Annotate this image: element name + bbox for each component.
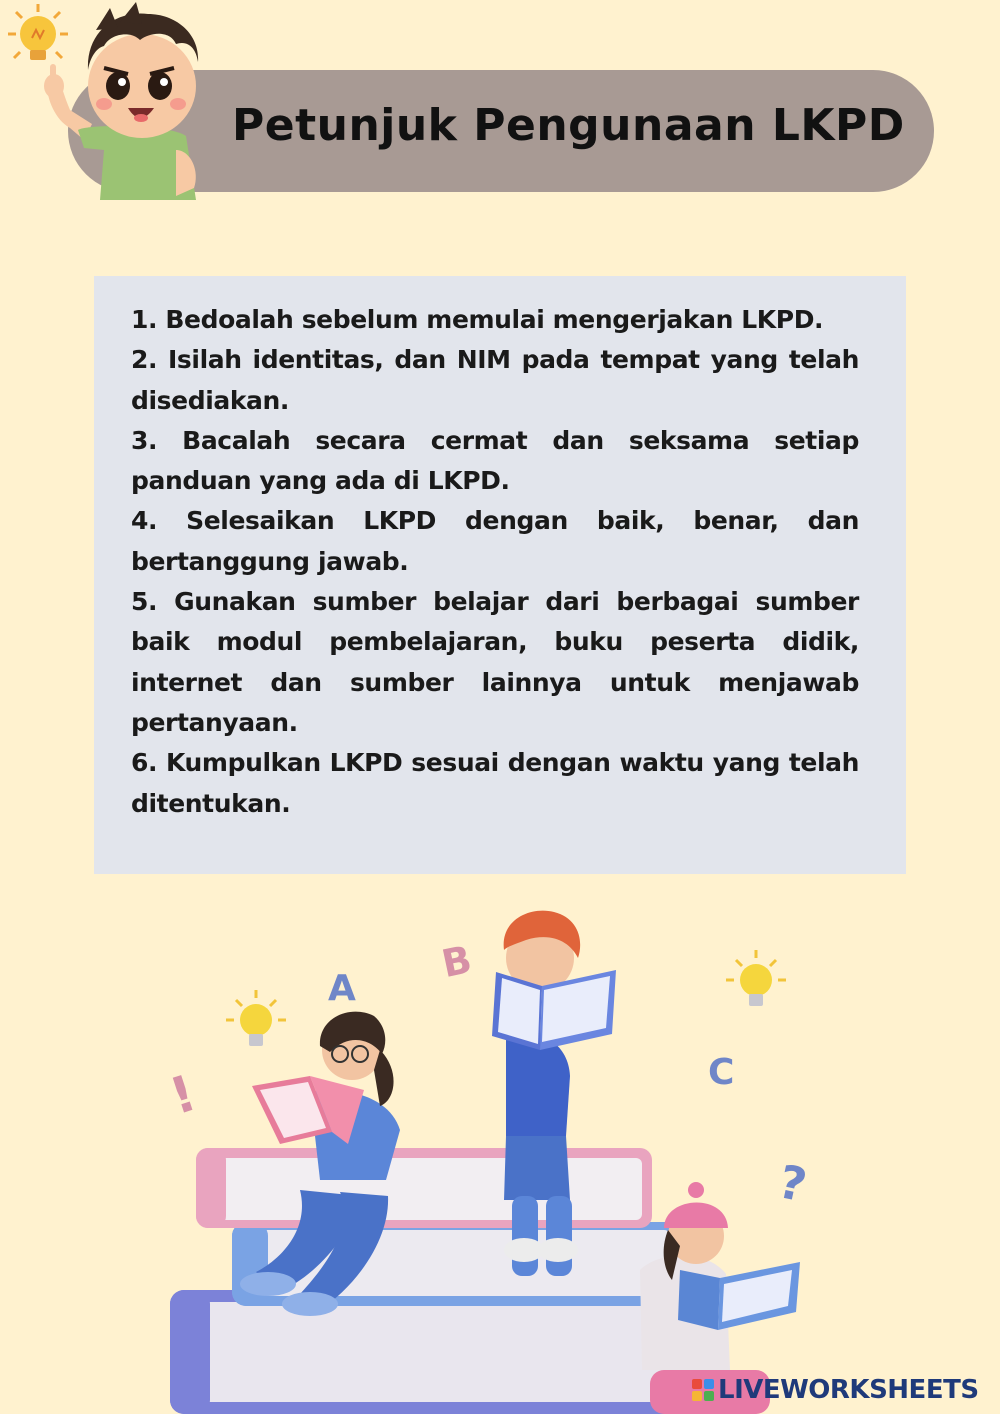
letter-c-decoration: C [708,1052,735,1093]
page-title: Petunjuk Pengunaan LKPD [232,100,905,151]
liveworksheets-logo-icon [692,1379,714,1401]
instruction-item: 5. Gunakan sumber belajar dari berbagai sumber baik modul pembelajaran, buku peserta didik, internet dan sumber lainnya untuk menjawab pertanyaan. [131,587,859,737]
lightbulb-icon [8,4,68,60]
question-mark-decoration: ? [773,1154,812,1213]
exclamation-decoration: ! [163,1063,203,1127]
instruction-item: 4. Selesaikan LKPD dengan baik, benar, dan bertanggung jawab. [131,506,859,576]
watermark-text: LIVEWORKSHEETS [718,1375,979,1405]
mascot-boy-illustration [0,0,230,210]
liveworksheets-watermark [692,1374,979,1406]
lightbulb-icon [226,990,286,1046]
letter-a-decoration: A [328,968,356,1009]
students-reading-illustration [160,900,840,1414]
instruction-item: 6. Kumpulkan LKPD sesuai dengan waktu yang telah ditentukan. [131,748,859,818]
instruction-item: 2. Isilah identitas, dan NIM pada tempat yang telah disediakan. [131,345,859,415]
instruction-item: 1. Bedoalah sebelum memulai mengerjakan LKPD. [131,305,824,334]
letter-b-decoration: B [438,937,476,987]
lightbulb-icon [726,950,786,1006]
instruction-item: 3. Bacalah secara cermat dan seksama setiap panduan yang ada di LKPD. [131,425,859,496]
instructions-list [131,300,859,824]
